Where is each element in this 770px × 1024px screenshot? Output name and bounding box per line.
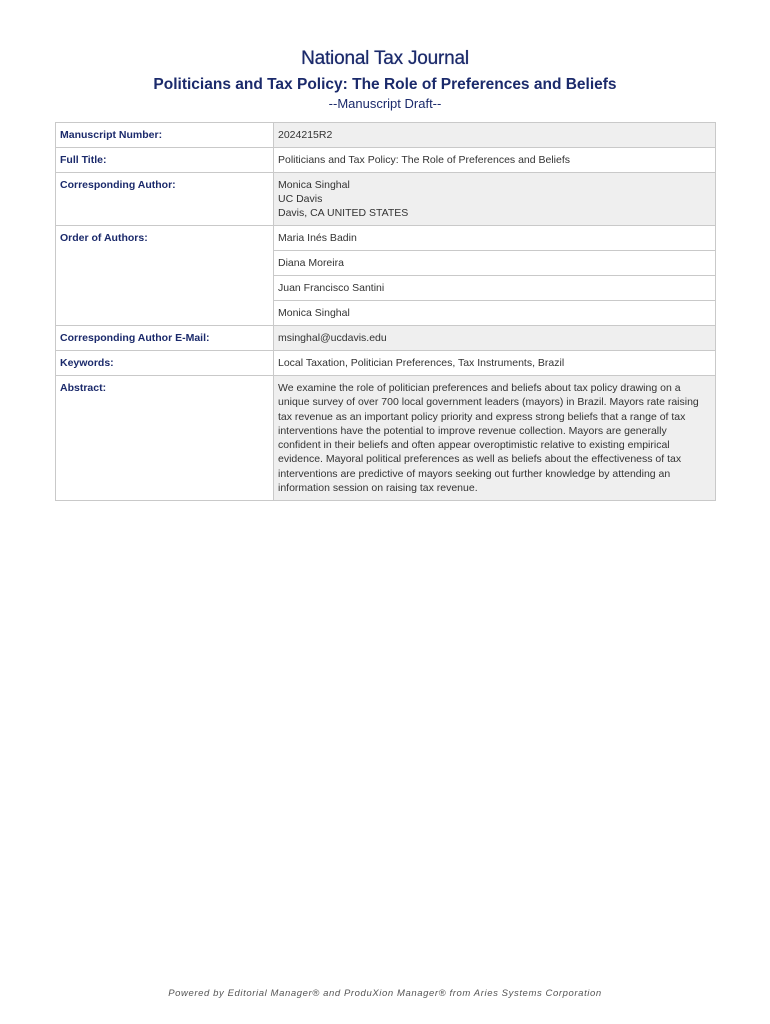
manuscript-number-value: 2024215R2	[274, 123, 716, 148]
paper-title: Politicians and Tax Policy: The Role of Preferences and Beliefs	[153, 76, 617, 93]
corresponding-author-name: Monica Singhal	[278, 179, 350, 191]
full-title-label: Full Title:	[56, 148, 274, 173]
author-item: Juan Francisco Santini	[274, 276, 716, 301]
row-keywords	[56, 351, 716, 376]
abstract-label: Abstract:	[56, 376, 274, 501]
keywords-label: Keywords:	[56, 351, 274, 376]
row-order-of-authors	[56, 226, 716, 251]
abstract-value: We examine the role of politician preferences and beliefs about tax policy drawing on a unique survey of over 700 local government leaders (mayors) in Brazil. Mayors rate raising tax revenue as an important policy priority and express strong beliefs that a range of tax interventions have the potential to improve revenue collection. Mayors are generally confident in their beliefs and often appear overoptimistic relative to existing empirical evidence. Mayoral political preferences as well as beliefs about the effectiveness of tax interventions are predictive of mayors seeking out further knowledge by attending an information session on raising tax revenue.	[274, 376, 716, 501]
row-abstract	[56, 376, 716, 501]
row-corresponding-author	[56, 173, 716, 226]
row-manuscript-number	[56, 123, 716, 148]
draft-label: --Manuscript Draft--	[328, 96, 442, 111]
author-item: Monica Singhal	[274, 301, 716, 326]
footer-credit: Powered by Editorial Manager® and ProduXion Manager® from Aries Systems Corporation	[168, 988, 602, 999]
corresponding-author-value	[274, 173, 716, 226]
manuscript-number-label: Manuscript Number:	[56, 123, 274, 148]
manuscript-metadata-table	[55, 122, 716, 501]
author-item: Diana Moreira	[274, 251, 716, 276]
corresponding-author-email-label: Corresponding Author E-Mail:	[56, 326, 274, 351]
order-of-authors-label: Order of Authors:	[56, 226, 274, 326]
corresponding-author-institution: UC Davis	[278, 193, 323, 205]
author-item: Maria Inés Badin	[274, 226, 716, 251]
corresponding-author-label: Corresponding Author:	[56, 173, 274, 226]
row-corresponding-author-email	[56, 326, 716, 351]
corresponding-author-email-value: msinghal@ucdavis.edu	[274, 326, 716, 351]
journal-title: National Tax Journal	[301, 48, 469, 69]
full-title-value: Politicians and Tax Policy: The Role of Preferences and Beliefs	[274, 148, 716, 173]
corresponding-author-location: Davis, CA UNITED STATES	[278, 207, 409, 219]
keywords-value: Local Taxation, Politician Preferences, Tax Instruments, Brazil	[274, 351, 716, 376]
row-full-title	[56, 148, 716, 173]
